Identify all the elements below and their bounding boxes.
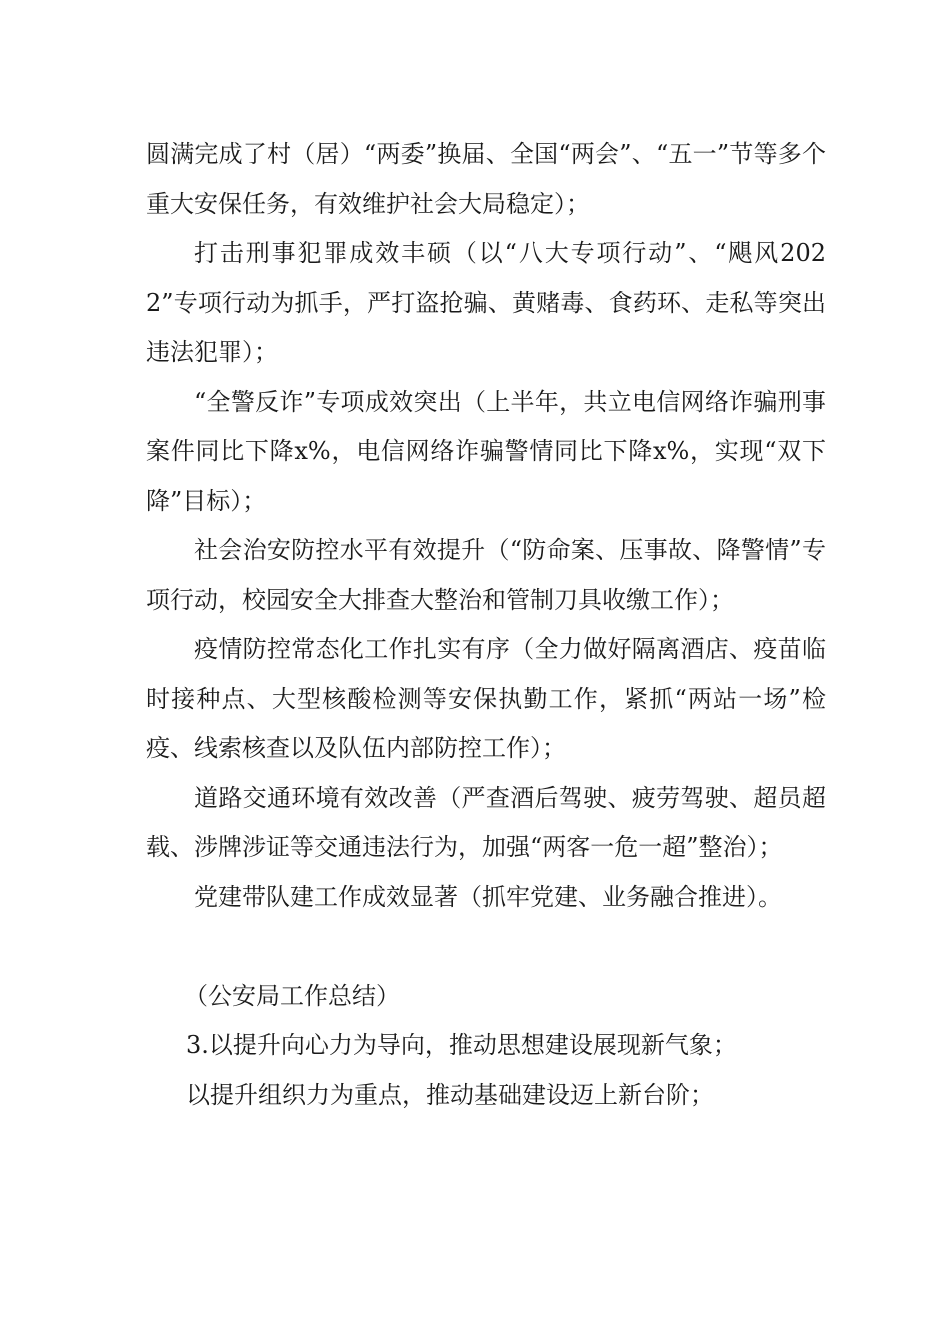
paragraph-anti-fraud: “全警反诈”专项成效突出（上半年，共立电信网络诈骗刑事案件同比下降x%，电信网络诈骗警情同比下降x%，实现“双下降”目标）； [146, 387, 826, 515]
section-line-organization-building: 以提升组织力为重点，推动基础建设迈上新台阶； [186, 1080, 714, 1109]
paragraph-crime-crackdown: 打击刑事犯罪成效丰硕（以“八大专项行动”、“飓风2022”专项行动为抓手，严打盗抢骗、黄赌毒、食药环、走私等突出违法犯罪）； [146, 239, 826, 366]
paragraph-party-building: 党建带队建工作成效显著（抓牢党建、业务融合推进）。 [194, 882, 782, 911]
document-body [146, 130, 826, 1120]
paragraph-public-order: 社会治安防控水平有效提升（“防命案、压事故、降警情”专项行动，校园安全大排查大整治和管制刀具收缴工作）； [146, 536, 826, 614]
paragraph-epidemic-control: 疫情防控常态化工作扎实有序（全力做好隔离酒店、疫苗临时接种点、大型核酸检测等安保执勤工作，紧抓“两站一场”检疫、线索核查以及队伍内部防控工作）； [146, 635, 826, 762]
section-line-thought-building: 3.以提升向心力为导向，推动思想建设展现新气象； [186, 1031, 737, 1059]
blank-line [146, 922, 826, 972]
paragraph-security-tasks: 圆满完成了村（居）“两委”换届、全国“两会”、“五一”节等多个重大安保任务，有效维护社会大局稳定）； [146, 140, 826, 218]
paragraph-road-traffic: 道路交通环境有效改善（严查酒后驾驶、疲劳驾驶、超员超载、涉牌涉证等交通违法行为，加强“两客一危一超”整治）； [146, 783, 826, 861]
source-note: （公安局工作总结） [184, 981, 400, 1010]
